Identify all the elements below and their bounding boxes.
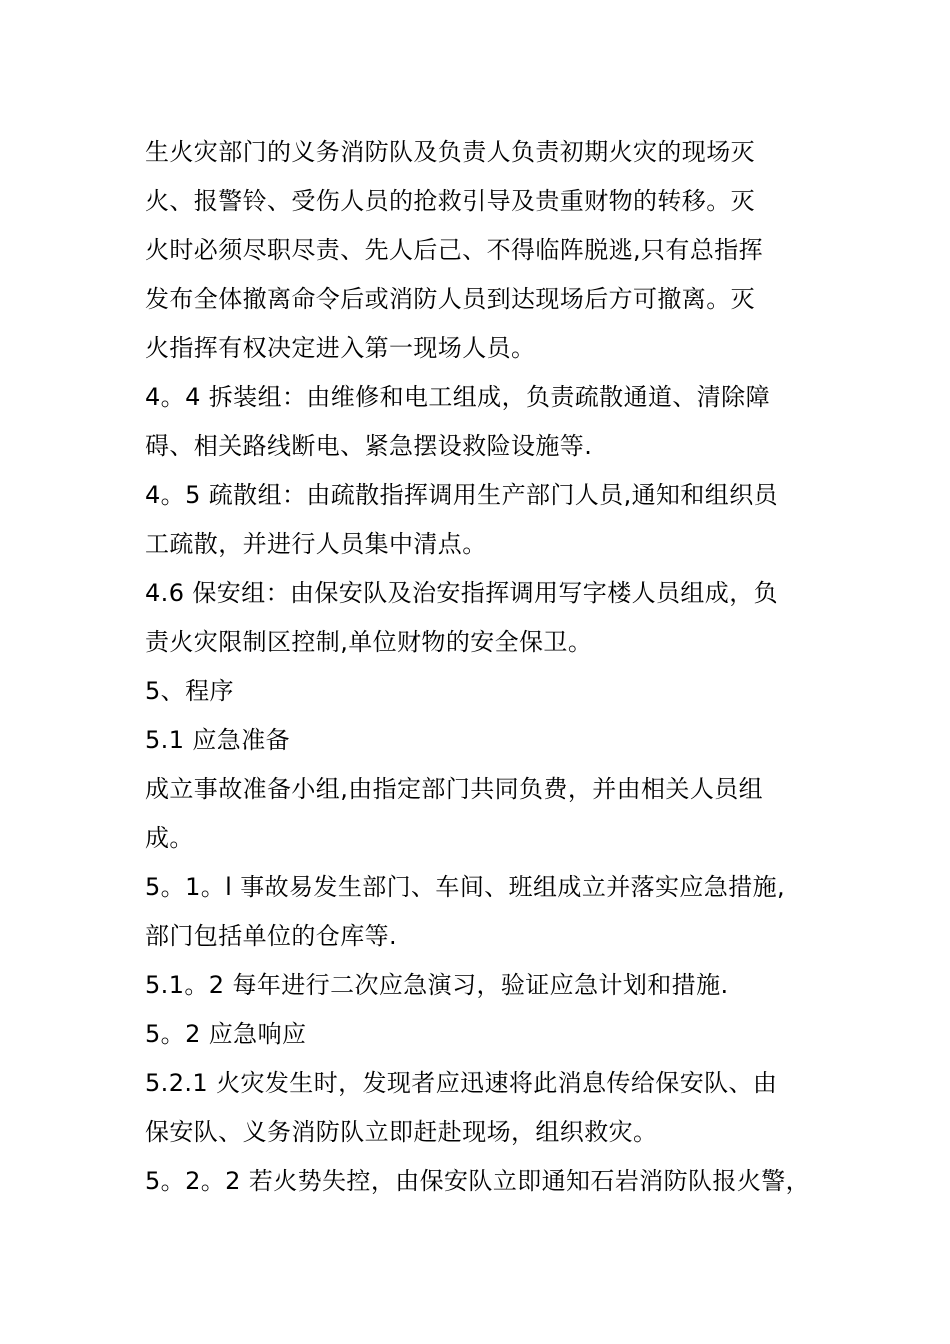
body-text-line: 责火灾限制区控制,单位财物的安全保卫。	[145, 628, 593, 656]
section-4-4-line: 4。4 拆装组：由维修和电工组成，负责疏散通道、清除障	[145, 383, 770, 411]
body-text-line: 火指挥有权决定进入第一现场人员。	[145, 334, 536, 362]
section-5-1-2-line: 5.1。2 每年进行二次应急演习，验证应急计划和措施.	[145, 971, 729, 999]
body-text-line: 部门包括单位的仓库等.	[145, 922, 398, 950]
body-text-line: 工疏散，并进行人员集中清点。	[145, 530, 487, 558]
section-4-5-line: 4。5 疏散组：由疏散指挥调用生产部门人员,通知和组织员	[145, 481, 778, 509]
section-5-1-1-line: 5。1。l 事故易发生部门、车间、班组成立并落实应急措施,	[145, 873, 786, 901]
body-text-line: 火、报警铃、受伤人员的抢救引导及贵重财物的转移。灭	[145, 187, 755, 215]
section-5-1-heading: 5.1 应急准备	[145, 726, 290, 754]
section-5-2-2-line: 5。2。2 若火势失控，由保安队立即通知石岩消防队报火警，	[145, 1167, 811, 1195]
section-5-heading: 5、程序	[145, 677, 234, 705]
section-4-6-line: 4.6 保安组：由保安队及治安指挥调用写字楼人员组成，负	[145, 579, 778, 607]
body-text-line: 成。	[145, 824, 194, 852]
body-text-line: 火时必须尽职尽责、先人后己、不得临阵脱逃,只有总指挥	[145, 236, 764, 264]
body-text-line: 生火灾部门的义务消防队及负责人负责初期火灾的现场灭	[145, 138, 755, 166]
body-text-line: 保安队、义务消防队立即赶赴现场，组织救灾。	[145, 1118, 658, 1146]
body-text-line: 成立事故准备小组,由指定部门共同负费，并由相关人员组	[145, 775, 764, 803]
section-5-2-heading: 5。2 应急响应	[145, 1020, 307, 1048]
body-text-line: 发布全体撤离命令后或消防人员到达现场后方可撤离。灭	[145, 285, 755, 313]
section-5-2-1-line: 5.2.1 火灾发生时，发现者应迅速将此消息传给保安队、由	[145, 1069, 778, 1097]
body-text-line: 碍、相关路线断电、紧急摆设救险设施等.	[145, 432, 593, 460]
